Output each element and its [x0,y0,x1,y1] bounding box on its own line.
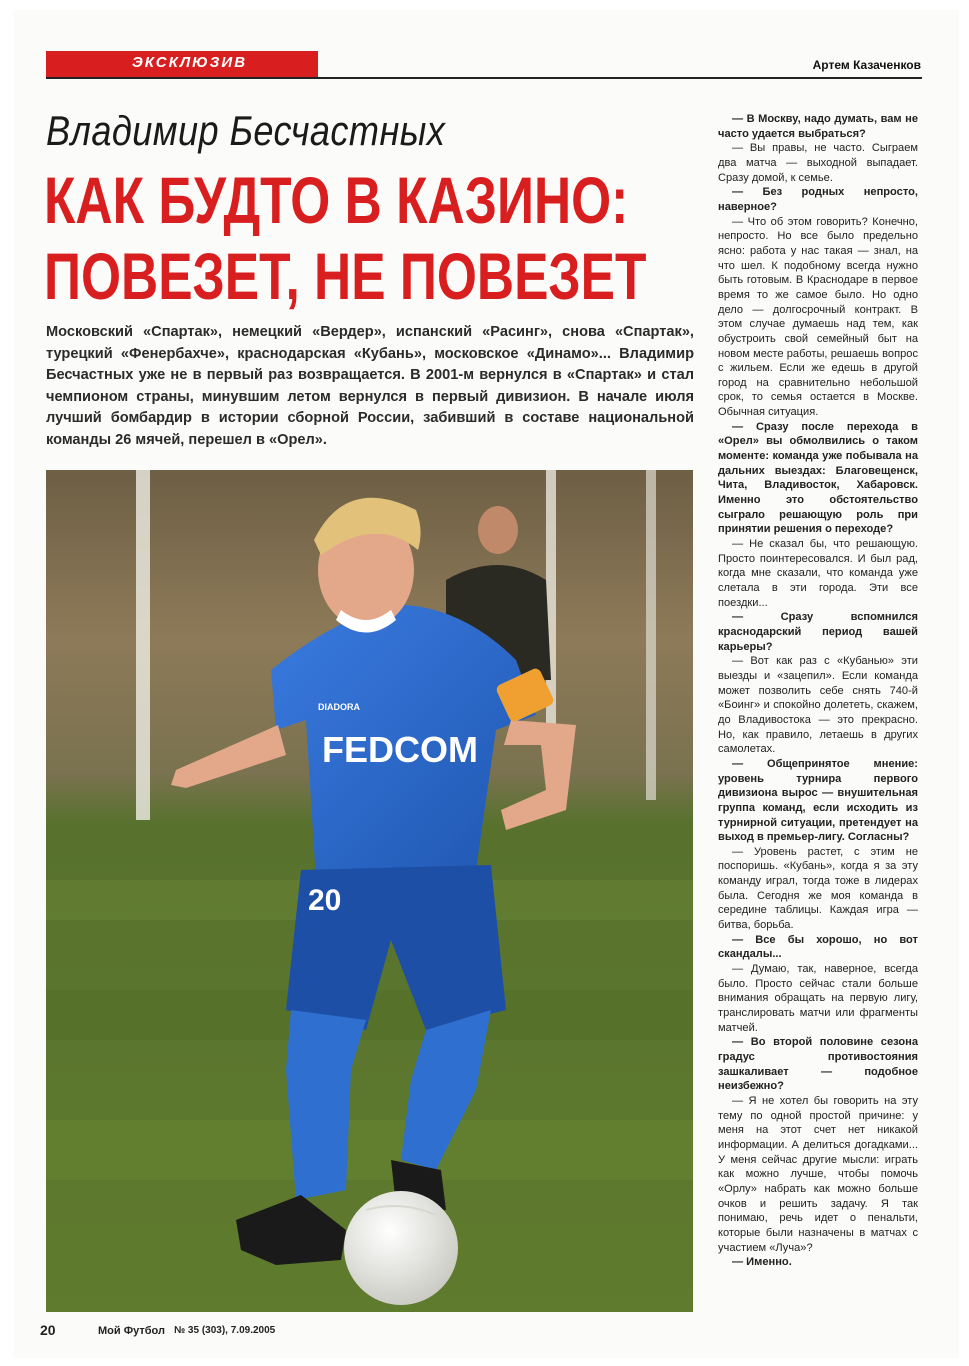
article-headline [44,162,647,314]
photo-illustration [46,470,693,1312]
interview-question: — Сразу вспомнился краснодарский период вашей карьеры? [718,611,918,653]
headline-line-1: КАК БУДТО В КАЗИНО: [44,163,629,237]
interview-answer: — Не сказал бы, что решающую. Просто поинтересовался. И был рад, когда мне сказали, что команда уже слетала в эти города. Эти все поездки... [718,538,918,609]
interview-question: — Без родных непросто, наверное? [718,186,918,213]
interview-question: — В Москву, надо думать, вам не часто удается выбраться? [718,113,918,140]
interview-question: — Общепринятое мнение: уровень турнира первого дивизиона вырос — внушительная группа команд, если исходить из турнирной ситуации, претендует на выход в премьер-лигу. Согласны? [718,757,918,844]
author-name: Артем Казаченков [812,58,921,72]
magazine-name: Мой Футбол [98,1325,165,1337]
interview-question: — Во второй половине сезона градус противостояния зашкаливает — подобное неизбежно? [718,1036,918,1093]
headline-line-2: ПОВЕЗЕТ, НЕ ПОВЕЗЕТ [44,239,647,313]
interview-column [718,112,918,1270]
interview-question: — Именно. [732,1256,792,1269]
interview-question: — Сразу после перехода в «Орел» вы обмолвились о таком моменте: команда уже побывала на дальних выездах: Благовещенск, Чита, Владивосток, Хабаровск. Именно это обстоятельство сыграло решающую роль при принятии решения о переходе? [718,420,918,536]
page-number: 20 [40,1322,56,1338]
interview-answer: — Уровень растет, с этим не поспоришь. «Кубань», когда я за эту команду играл, тогда тоже в лидерах была. Сегодня же моя команда в середине таблицы. Каждая игра — битва, борьба. [718,845,918,932]
shorts-number: 20 [308,884,342,917]
rubric-bar [46,51,318,77]
interview-answer: — Я не хотел бы говорить на эту тему по одной простой причине: у меня на этот счет нет никакой информации. А делиться догадками... У меня сейчас другие мысли: играть как можно лучше, чтобы помочь «Орлу» набрать как можно больше очков и решить задачу. Я так понимаю, речь идет о пенальти, которые были назначены в матчах с участием «Луча»? [718,1094,918,1254]
rubric-label: ЭКСКЛЮЗИВ [132,54,248,71]
interview-answer: — Думаю, так, наверное, всегда было. Просто сейчас стали больше внимания обращать на первую лигу, транслировать матчи или фрагменты матчей. [718,963,918,1034]
player-photo [46,470,693,1312]
interview-question: — Все бы хорошо, но вот скандалы... [718,933,918,961]
shirt-brand: DIADORA [318,702,360,712]
interview-answer: — Вот как раз с «Кубанью» эти выезды и «зацепил». Если команда может позволить себе снять 740-й «Боинг» и спокойно долететь, скажем, до Владивостока — это прекрасно. Но, как правило, летаешь в других самолетах. [718,655,918,756]
article-lead: Московский «Спартак», немецкий «Вердер», испанский «Расинг», снова «Спартак», турецкий «Фенербахче», краснодарская «Кубань», московское «Динамо»... Владимир Бесчастных уже не в первый раз возвращается. В 2001-м вернулся в «Спартак» и стал чемпионом страны, минувшим летом вернулся в первый дивизион. В начале июля лучший бомбардир в истории сборной России, забивший в составе национальной команды 26 мячей, перешел в «Орел». [46,324,694,448]
page-footer [40,1322,920,1342]
issue-info: № 35 (303), 7.09.2005 [174,1325,276,1336]
interview-answer: — Что об этом говорить? Конечно, непросто. Но все было предельно ясно: работа у нас такая — знал, на что шел. К подобному всегда нужно быть готовым. В Краснодаре в первое время то же самое было. Но одно дело — долгосрочный контракт. В этом случае думаешь над тем, как обустроить свой семейный быт на новом месте работы, решаешь вопрос с жильем. Если же едешь в другой город на сравнительно небольшой срок, то семья остается в Москве. Обычная ситуация. [718,215,918,419]
header-rule [46,77,922,79]
article-kicker: Владимир Бесчастных [46,107,446,154]
shirt-sponsor: FEDCOM [322,729,478,770]
interview-answer: — Вы правы, не часто. Сыграем два матча — выходной выпадает. Сразу домой, к семье. [718,142,918,184]
